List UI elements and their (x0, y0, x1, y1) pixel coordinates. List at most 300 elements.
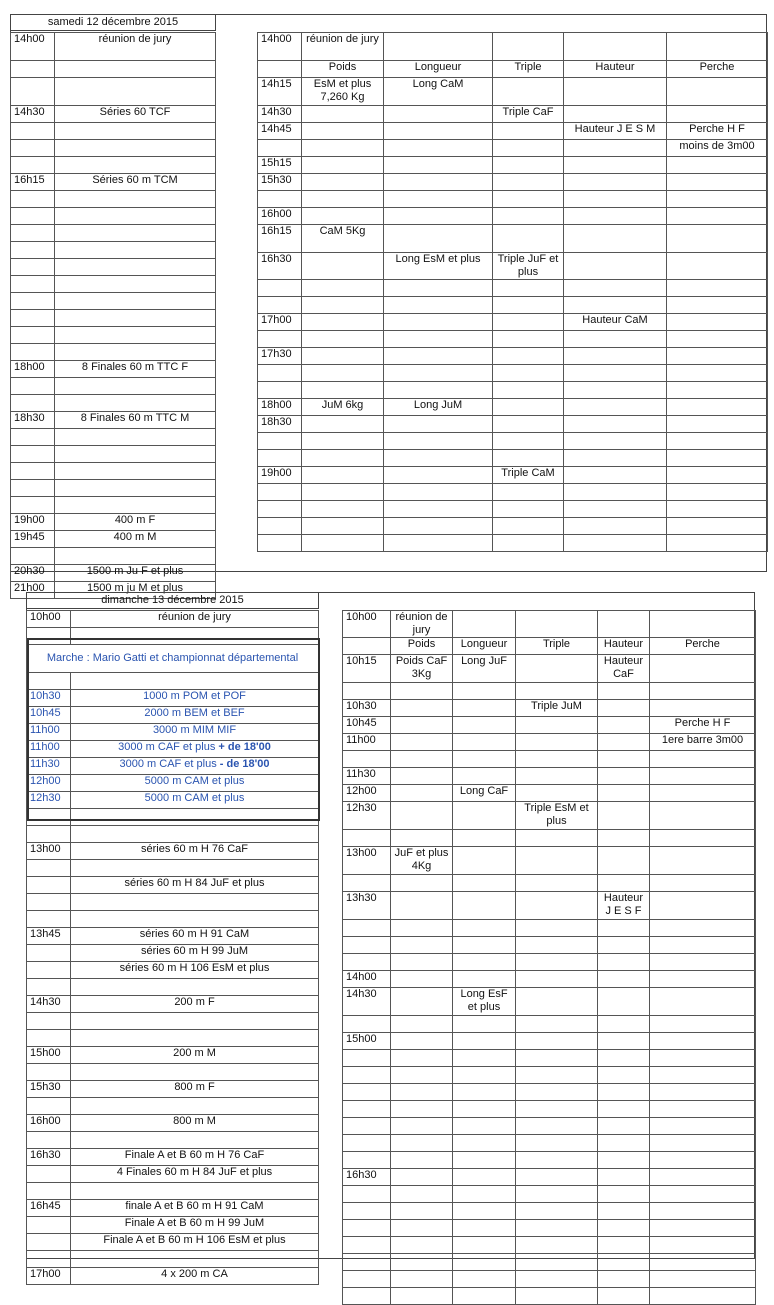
field-event-cell (667, 348, 768, 365)
time-cell: 11h30 (343, 768, 391, 785)
track-row (11, 33, 216, 61)
field-event-cell (453, 683, 516, 700)
field-event-cell (384, 467, 493, 484)
field-row (343, 768, 756, 785)
field-event-cell (516, 655, 598, 683)
event-cell (71, 1030, 319, 1047)
field-row (343, 988, 756, 1016)
field-event-cell (384, 280, 493, 297)
field-row (258, 331, 768, 348)
time-cell: 14h00 (11, 33, 55, 61)
field-event-cell (493, 399, 564, 416)
track-row (11, 514, 216, 531)
field-event-cell (598, 700, 650, 717)
time-cell (27, 962, 71, 979)
track-row (11, 106, 216, 123)
field-event-cell (384, 382, 493, 399)
time-cell (27, 894, 71, 911)
time-cell: 14h45 (258, 123, 302, 140)
track-row (11, 259, 216, 276)
event-cell: finale A et B 60 m H 91 CaM (71, 1200, 319, 1217)
field-event-cell (650, 785, 756, 802)
event-cell: 200 m M (71, 1047, 319, 1064)
field-event-cell: JuF et plus 4Kg (391, 847, 453, 875)
field-event-cell: Long JuM (384, 399, 493, 416)
event-cell (55, 293, 216, 310)
field-event-cell (650, 937, 756, 954)
event-cell (55, 429, 216, 446)
time-cell (27, 1217, 71, 1234)
field-event-cell (391, 892, 453, 920)
field-event-cell: CaM 5Kg (302, 225, 384, 253)
field-row (258, 314, 768, 331)
field-event-cell (564, 280, 667, 297)
track-row (11, 242, 216, 259)
field-event-cell (453, 1152, 516, 1169)
time-cell (27, 945, 71, 962)
field-event-cell (564, 501, 667, 518)
track-row (27, 1234, 319, 1251)
field-event-cell (384, 416, 493, 433)
field-event-cell (302, 208, 384, 225)
time-cell (27, 673, 71, 690)
time-cell (343, 954, 391, 971)
field-event-cell (598, 802, 650, 830)
track-row (11, 429, 216, 446)
empty-cell (667, 33, 768, 61)
event-cell: 200 m F (71, 996, 319, 1013)
field-event-cell (391, 1033, 453, 1050)
field-row (343, 785, 756, 802)
time-cell (343, 1152, 391, 1169)
field-event-cell (598, 937, 650, 954)
field-row (343, 1135, 756, 1152)
time-cell (343, 920, 391, 937)
field-event-cell (391, 1016, 453, 1033)
field-event-cell (598, 1135, 650, 1152)
field-event-cell (650, 1186, 756, 1203)
event-cell (55, 276, 216, 293)
time-cell (258, 518, 302, 535)
event-cell (71, 860, 319, 877)
time-cell (11, 378, 55, 395)
field-event-cell (598, 734, 650, 751)
time-cell (27, 1166, 71, 1183)
time-cell (343, 1118, 391, 1135)
field-event-cell (650, 768, 756, 785)
field-row (258, 348, 768, 365)
field-event-cell (384, 157, 493, 174)
time-cell (27, 1013, 71, 1030)
event-cell: 8 Finales 60 m TTC M (55, 412, 216, 429)
field-event-cell (302, 433, 384, 450)
field-row (258, 416, 768, 433)
field-event-cell: Long CaF (453, 785, 516, 802)
field-event-cell (598, 1169, 650, 1186)
field-row (258, 174, 768, 191)
time-cell: 12h30 (27, 792, 71, 809)
field-event-cell (391, 1118, 453, 1135)
field-event-cell (516, 683, 598, 700)
field-event-cell (493, 140, 564, 157)
discipline-header: Perche (667, 61, 768, 78)
field-row (258, 106, 768, 123)
empty-cell (598, 611, 650, 638)
field-event-cell (516, 954, 598, 971)
field-event-cell: Perche H F (667, 123, 768, 140)
field-event-cell (667, 518, 768, 535)
field-event-cell (598, 1288, 650, 1305)
field-event-cell (384, 348, 493, 365)
field-event-cell (391, 1288, 453, 1305)
event-cell: 800 m F (71, 1081, 319, 1098)
field-event-cell (516, 1033, 598, 1050)
field-event-cell (516, 1050, 598, 1067)
field-event-cell (516, 1016, 598, 1033)
empty-cell (516, 611, 598, 638)
field-event-cell (453, 1220, 516, 1237)
field-event-cell (650, 1169, 756, 1186)
field-event-cell (516, 920, 598, 937)
time-cell (27, 1234, 71, 1251)
field-event-cell (302, 535, 384, 552)
field-event-cell (650, 971, 756, 988)
track-row (11, 412, 216, 429)
field-event-cell (650, 847, 756, 875)
marche-header: Marche : Mario Gatti et championnat départemental (27, 645, 319, 673)
event-cell: séries 60 m H 84 JuF et plus (71, 877, 319, 894)
field-event-cell (493, 416, 564, 433)
field-row (258, 518, 768, 535)
track-row (27, 707, 319, 724)
time-cell: 11h00 (27, 741, 71, 758)
track-row (27, 1183, 319, 1200)
field-row (343, 683, 756, 700)
event-cell (55, 157, 216, 174)
field-event-cell (302, 174, 384, 191)
time-cell (343, 1101, 391, 1118)
event-cell (71, 741, 319, 758)
field-event-cell: Long EsF et plus (453, 988, 516, 1016)
field-event-cell (598, 1237, 650, 1254)
field-event-cell: JuM 6kg (302, 399, 384, 416)
time-cell: 20h30 (11, 565, 55, 582)
field-event-cell (384, 106, 493, 123)
time-cell: 10h00 (27, 611, 71, 628)
field-event-cell (667, 225, 768, 253)
time-cell: 15h15 (258, 157, 302, 174)
time-cell (343, 1254, 391, 1271)
field-row (343, 1186, 756, 1203)
field-row (343, 1288, 756, 1305)
field-event-cell (453, 1288, 516, 1305)
field-event-cell (493, 174, 564, 191)
field-event-cell (384, 225, 493, 253)
field-event-cell (453, 802, 516, 830)
event-cell (71, 1183, 319, 1200)
time-cell (343, 1084, 391, 1101)
event-cell (55, 310, 216, 327)
field-event-cell (667, 501, 768, 518)
field-event-cell (516, 1084, 598, 1101)
field-event-cell (667, 208, 768, 225)
field-event-cell (384, 208, 493, 225)
field-row (258, 450, 768, 467)
field-event-cell (516, 1067, 598, 1084)
field-event-cell (598, 785, 650, 802)
time-cell: 12h00 (27, 775, 71, 792)
event-cell (55, 395, 216, 412)
time-cell (343, 683, 391, 700)
field-event-cell (453, 1050, 516, 1067)
event-cell (71, 673, 319, 690)
time-cell: 16h00 (258, 208, 302, 225)
time-cell: 14h30 (11, 106, 55, 123)
field-event-cell (516, 768, 598, 785)
time-cell (11, 497, 55, 514)
field-event-cell: Triple EsM et plus (516, 802, 598, 830)
field-event-cell (391, 875, 453, 892)
field-event-cell (391, 830, 453, 847)
field-event-cell (453, 751, 516, 768)
time-cell (11, 429, 55, 446)
field-row (343, 954, 756, 971)
field-event-cell (453, 1067, 516, 1084)
field-header-row (343, 638, 756, 655)
field-event-cell (391, 971, 453, 988)
field-event-cell (667, 382, 768, 399)
track-row (11, 276, 216, 293)
field-event-cell (453, 954, 516, 971)
field-row (258, 467, 768, 484)
field-event-cell (302, 416, 384, 433)
event-cell: 1500 m Ju F et plus (55, 565, 216, 582)
time-cell (27, 1098, 71, 1115)
field-event-cell (598, 1084, 650, 1101)
time-cell: 13h00 (343, 847, 391, 875)
field-event-cell (453, 1254, 516, 1271)
event-cell (71, 979, 319, 996)
event-cell: Finale A et B 60 m H 106 EsM et plus (71, 1234, 319, 1251)
event-cell (71, 758, 319, 775)
track-row (11, 310, 216, 327)
track-row (11, 463, 216, 480)
field-event-cell (516, 1118, 598, 1135)
field-event-cell (598, 683, 650, 700)
time-cell (27, 809, 71, 826)
field-event-cell (391, 1254, 453, 1271)
field-row (343, 1169, 756, 1186)
time-cell (11, 208, 55, 225)
field-event-cell (650, 751, 756, 768)
field-event-cell (598, 1033, 650, 1050)
field-event-cell (302, 253, 384, 280)
field-row (343, 655, 756, 683)
field-event-cell (453, 1101, 516, 1118)
discipline-header: Hauteur (598, 638, 650, 655)
track-row (11, 565, 216, 582)
track-row (27, 792, 319, 809)
field-event-cell (667, 535, 768, 552)
track-row (27, 979, 319, 996)
time-cell: 14h15 (258, 78, 302, 106)
field-event-cell (598, 1101, 650, 1118)
field-event-cell (391, 1101, 453, 1118)
field-row (258, 501, 768, 518)
field-event-cell (650, 1271, 756, 1288)
field-event-cell (564, 467, 667, 484)
event-cell: Finale A et B 60 m H 76 CaF (71, 1149, 319, 1166)
event-cell: Finale A et B 60 m H 99 JuM (71, 1217, 319, 1234)
field-event-cell (650, 1220, 756, 1237)
track-row (27, 645, 319, 673)
time-cell: 11h00 (27, 724, 71, 741)
track-row (27, 928, 319, 945)
field-event-cell (453, 830, 516, 847)
field-row (343, 700, 756, 717)
field-event-cell (564, 297, 667, 314)
field-event-cell (453, 1169, 516, 1186)
event-cell: réunion de jury (71, 611, 319, 628)
track-row (27, 1047, 319, 1064)
field-event-cell (302, 297, 384, 314)
field-event-cell (384, 433, 493, 450)
time-cell (11, 310, 55, 327)
field-event-cell (493, 331, 564, 348)
time-cell (343, 1016, 391, 1033)
field-event-cell (598, 971, 650, 988)
field-event-cell (453, 1271, 516, 1288)
field-event-cell (564, 225, 667, 253)
field-row (258, 280, 768, 297)
track-row (27, 611, 319, 628)
field-row (343, 802, 756, 830)
time-cell: 14h30 (343, 988, 391, 1016)
event-label: 3000 m CAF et plus (118, 741, 219, 753)
time-cell: 14h00 (258, 33, 302, 61)
time-cell (11, 480, 55, 497)
time-cell: 13h30 (343, 892, 391, 920)
track-row (27, 673, 319, 690)
track-row (11, 225, 216, 242)
field-event-cell (493, 450, 564, 467)
time-cell (258, 484, 302, 501)
event-cell (55, 497, 216, 514)
track-row (27, 945, 319, 962)
time-cell (11, 191, 55, 208)
field-event-cell (302, 157, 384, 174)
time-cell: 17h00 (27, 1268, 71, 1285)
field-event-cell (598, 847, 650, 875)
track-row (27, 877, 319, 894)
field-event-cell (302, 365, 384, 382)
track-row (11, 174, 216, 191)
field-event-cell (516, 1186, 598, 1203)
field-event-cell (516, 988, 598, 1016)
field-event-cell (453, 892, 516, 920)
event-cell (55, 378, 216, 395)
track-row (11, 123, 216, 140)
empty-cell (650, 611, 756, 638)
time-cell (11, 293, 55, 310)
field-row (343, 847, 756, 875)
track-row (27, 1166, 319, 1183)
time-cell: 16h15 (11, 174, 55, 191)
field-event-cell (493, 433, 564, 450)
time-cell (343, 875, 391, 892)
time-header (258, 61, 302, 78)
empty-cell (384, 33, 493, 61)
field-event-cell (516, 937, 598, 954)
field-event-cell (493, 208, 564, 225)
field-event-cell (667, 450, 768, 467)
field-event-cell (667, 191, 768, 208)
field-event-cell (453, 937, 516, 954)
time-cell (343, 1135, 391, 1152)
time-cell: 11h30 (27, 758, 71, 775)
field-event-cell (453, 1203, 516, 1220)
field-event-cell (302, 501, 384, 518)
track-row (11, 293, 216, 310)
track-row (11, 480, 216, 497)
field-row (258, 297, 768, 314)
field-event-cell: Hauteur CaM (564, 314, 667, 331)
field-event-cell (391, 1271, 453, 1288)
field-event-cell (516, 1152, 598, 1169)
field-event-cell (453, 700, 516, 717)
field-event-cell (598, 1254, 650, 1271)
field-event-cell (391, 785, 453, 802)
time-cell (11, 276, 55, 293)
event-cell (55, 61, 216, 78)
field-event-cell (384, 535, 493, 552)
field-event-cell (650, 875, 756, 892)
field-row (258, 382, 768, 399)
field-row (343, 1067, 756, 1084)
field-row (343, 717, 756, 734)
field-event-cell (302, 484, 384, 501)
field-row (343, 1152, 756, 1169)
track-row (27, 1149, 319, 1166)
event-cell: réunion de jury (55, 33, 216, 61)
time-cell: 16h45 (27, 1200, 71, 1217)
time-cell (343, 1288, 391, 1305)
time-cell (258, 280, 302, 297)
event-cell: Séries 60 TCF (55, 106, 216, 123)
field-row (343, 937, 756, 954)
field-event-cell (384, 297, 493, 314)
field-event-cell (391, 700, 453, 717)
field-event-cell (302, 140, 384, 157)
time-cell (27, 1132, 71, 1149)
field-event-cell (493, 78, 564, 106)
field-event-cell (598, 768, 650, 785)
field-event-cell (598, 717, 650, 734)
time-cell: 14h30 (258, 106, 302, 123)
time-cell: 13h45 (27, 928, 71, 945)
field-event-cell (667, 157, 768, 174)
event-cell (71, 1251, 319, 1268)
field-event-cell (516, 1271, 598, 1288)
field-event-cell (453, 847, 516, 875)
field-event-cell: Long EsM et plus (384, 253, 493, 280)
event-cell (71, 809, 319, 826)
field-event-cell (564, 157, 667, 174)
track-row (27, 843, 319, 860)
field-event-cell: Triple JuF et plus (493, 253, 564, 280)
field-event-cell (302, 123, 384, 140)
field-row (343, 1016, 756, 1033)
